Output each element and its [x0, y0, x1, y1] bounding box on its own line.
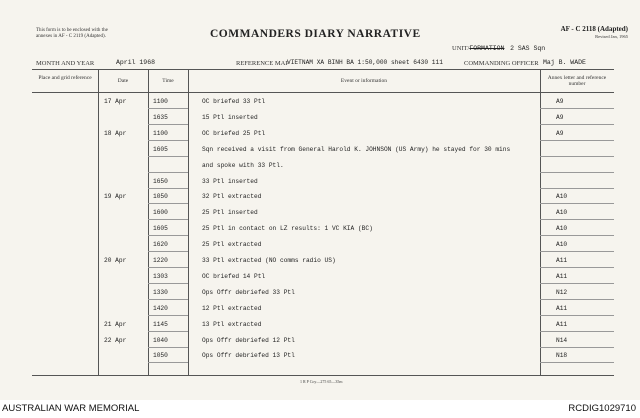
month-year-value: April 1968: [116, 59, 156, 66]
row-event: Ops Offr debriefed 13 Ptl: [202, 352, 295, 360]
row-event: and spoke with 33 Ptl.: [202, 161, 284, 169]
ref-map-label: REFERENCE MAP: [236, 60, 289, 67]
commanding-officer-value: Maj B. WADE: [543, 59, 586, 66]
row-date: 17 Apr: [104, 98, 127, 105]
row-event: 13 Ptl extracted: [202, 320, 262, 328]
col-header-date: Date: [117, 78, 129, 84]
unit-struck: FORMATION: [469, 45, 505, 52]
row-annex: A9: [556, 113, 564, 121]
row-event: 25 Ptl inserted: [202, 209, 258, 217]
row-event: 12 Ptl extracted: [202, 304, 262, 312]
row-time: 1220: [153, 257, 168, 264]
col-header-place: Place and grid reference: [38, 75, 92, 81]
row-event: 25 Ptl in contact on LZ results: 1 VC KIA (BC): [202, 225, 373, 233]
ref-map-value: VIETNAM XA BINH BA 1:50,000 sheet 6430 111: [287, 59, 443, 66]
row-time: 1635: [153, 113, 168, 121]
time-row-rule: [148, 283, 188, 284]
row-annex: A10: [556, 209, 568, 217]
row-annex: N18: [556, 352, 568, 360]
row-event: 33 Ptl inserted: [202, 177, 258, 185]
time-row-rule: [148, 219, 188, 220]
row-date: 19 Apr: [104, 193, 127, 201]
row-date: 21 Apr: [104, 320, 127, 328]
col-divider-4: [540, 69, 541, 375]
row-event: Sqn received a visit from General Harold K. JOHNSON (US Army) he stayed for 30 mins: [202, 145, 511, 153]
row-event: OC briefed 33 Ptl: [202, 98, 266, 105]
annex-row-rule: [540, 108, 614, 109]
row-time: 1040: [153, 336, 168, 344]
unit-label: UNIT/: [452, 45, 470, 52]
row-event: OC briefed 14 Ptl: [202, 272, 266, 280]
annex-row-rule: [540, 219, 614, 220]
annex-row-rule: [540, 315, 614, 316]
revised-date: Revised Jan, 1965: [595, 34, 628, 39]
annex-row-rule: [540, 124, 614, 125]
annex-row-rule: [540, 172, 614, 173]
row-annex: A11: [556, 257, 568, 264]
page-title: COMMANDERS DIARY NARRATIVE: [210, 28, 421, 40]
print-note: 1 R P Coy—275 65—35m: [300, 379, 343, 384]
annex-row-rule: [540, 251, 614, 252]
col-header-annex: Annex letter and reference number: [547, 75, 607, 87]
unit-value: 2 SAS Sqn: [510, 45, 546, 52]
annex-row-rule: [540, 188, 614, 189]
annex-row-rule: [540, 299, 614, 300]
col-divider-2: [148, 69, 149, 375]
col-divider-1: [98, 69, 99, 375]
row-event: OC briefed 25 Ptl: [202, 129, 266, 137]
annex-row-rule: [540, 203, 614, 204]
row-annex: A11: [556, 272, 568, 280]
row-event: Ops Offr debriefed 12 Ptl: [202, 336, 295, 344]
col-header-event: Event or information: [340, 78, 388, 84]
row-annex: A10: [556, 193, 568, 201]
form-number: AF - C 2118 (Adapted): [560, 25, 628, 33]
row-time: 1605: [153, 225, 168, 233]
row-time: 1330: [153, 288, 168, 296]
row-time: 1050: [153, 193, 168, 201]
row-time: 1145: [153, 320, 168, 328]
row-event: Ops Offr debriefed 33 Ptl: [202, 288, 295, 296]
time-row-rule: [148, 362, 188, 363]
row-time: 1600: [153, 209, 168, 217]
row-time: 1650: [153, 177, 168, 185]
row-time: 1420: [153, 304, 168, 312]
row-time: 1303: [153, 272, 168, 280]
annex-row-rule: [540, 283, 614, 284]
time-row-rule: [148, 124, 188, 125]
row-annex: A9: [556, 98, 564, 105]
annex-row-rule: [540, 140, 614, 141]
time-row-rule: [148, 235, 188, 236]
annex-row-rule: [540, 362, 614, 363]
annex-row-rule: [540, 331, 614, 332]
credit-left: AUSTRALIAN WAR MEMORIAL: [2, 403, 140, 414]
col-divider-3: [188, 69, 189, 375]
row-time: 1050: [153, 352, 168, 360]
commanding-officer-label: COMMANDING OFFICER: [464, 60, 539, 67]
row-event: 25 Ptl extracted: [202, 241, 262, 249]
row-event: 32 Ptl extracted: [202, 193, 262, 201]
row-annex: A9: [556, 129, 564, 137]
row-event: 33 Ptl extracted (NO comms radio US): [202, 257, 336, 264]
time-row-rule: [148, 172, 188, 173]
row-annex: A10: [556, 225, 568, 233]
row-time: 1100: [153, 129, 168, 137]
row-time: 1100: [153, 98, 168, 105]
credit-right: RCDIG1029710: [568, 403, 636, 414]
month-year-label: MONTH AND YEAR: [36, 60, 95, 67]
row-annex: N12: [556, 288, 568, 296]
header-bottom-line: [32, 92, 614, 93]
row-time: 1605: [153, 145, 168, 153]
time-row-rule: [148, 188, 188, 189]
row-date: 18 Apr: [104, 129, 127, 137]
row-time: 1620: [153, 241, 168, 249]
row-annex: N14: [556, 336, 568, 344]
time-row-rule: [148, 267, 188, 268]
row-date: 22 Apr: [104, 336, 127, 344]
table-top-line: [32, 69, 614, 70]
time-row-rule: [148, 331, 188, 332]
annex-row-rule: [540, 235, 614, 236]
time-row-rule: [148, 156, 188, 157]
table-bottom-line: [32, 375, 614, 376]
annex-row-rule: [540, 347, 614, 348]
time-row-rule: [148, 251, 188, 252]
row-event: 15 Ptl inserted: [202, 113, 258, 121]
row-annex: A11: [556, 304, 568, 312]
time-row-rule: [148, 140, 188, 141]
time-row-rule: [148, 315, 188, 316]
row-annex: A10: [556, 241, 568, 249]
row-annex: A11: [556, 320, 568, 328]
time-row-rule: [148, 299, 188, 300]
unit-field: [452, 45, 545, 52]
row-date: 20 Apr: [104, 257, 127, 264]
col-header-time: Time: [162, 78, 174, 84]
annex-row-rule: [540, 156, 614, 157]
time-row-rule: [148, 347, 188, 348]
annex-row-rule: [540, 267, 614, 268]
time-row-rule: [148, 203, 188, 204]
enclose-note: This form is to be enclosed with the annexes in AF - C 2119 (Adapted).: [36, 28, 108, 39]
time-row-rule: [148, 108, 188, 109]
